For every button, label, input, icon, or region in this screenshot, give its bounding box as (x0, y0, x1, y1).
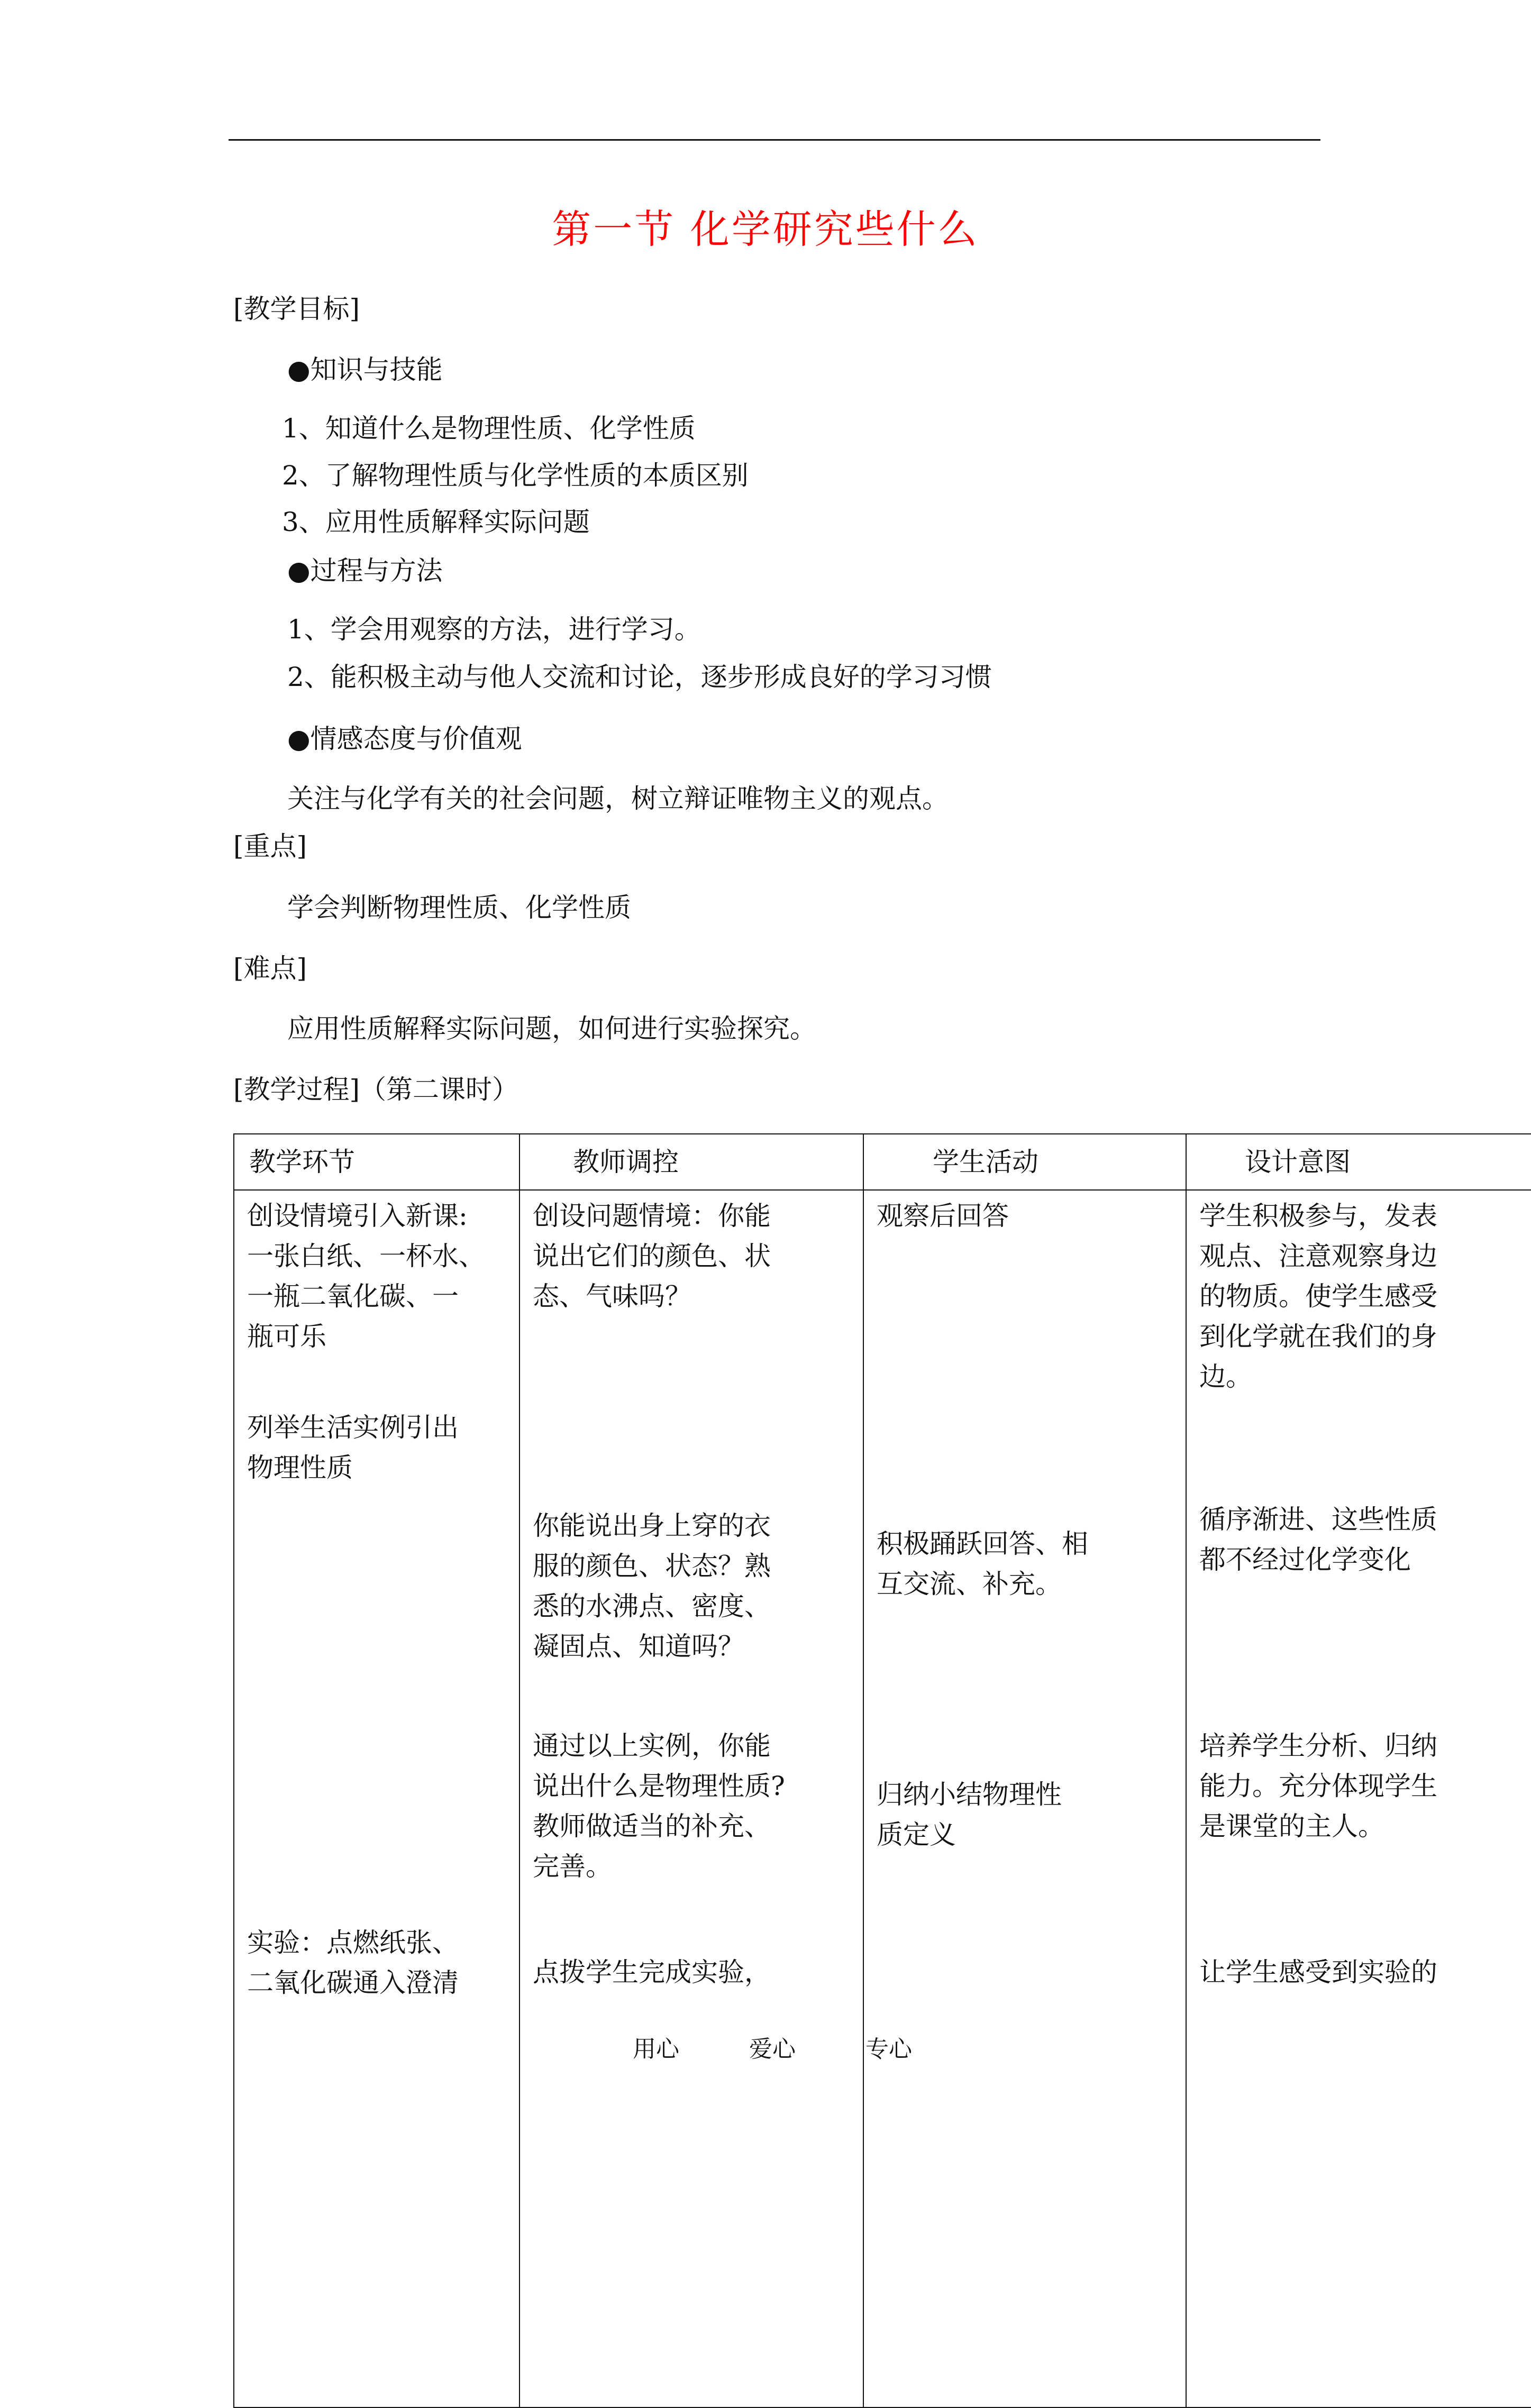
goal-item: 1、学会用观察的方法，进行学习。 (287, 614, 701, 645)
table-cell (520, 1190, 863, 2407)
cell-text-block: 学生积极参与，发表 观点、注意观察身边 的物质。使学生感受 到化学就在我们的身 边。 (1199, 1201, 1437, 1392)
goal-item: 关注与化学有关的社会问题，树立辩证唯物主义的观点。 (287, 783, 949, 814)
goals-heading: [教学目标] (233, 294, 360, 324)
footer-text: 爱心 (749, 2036, 796, 2063)
cell-text-block: 培养学生分析、归纳 能力。充分体现学生 是课堂的主人。 (1199, 1731, 1437, 1842)
key-point-heading: [重点] (233, 831, 307, 862)
table-cell (863, 1190, 1186, 2407)
cell-text-block: 实验：点燃纸张、 二氧化碳通入澄清 (247, 1927, 459, 1998)
footer-text: 专心 (865, 2036, 912, 2063)
table-row (234, 1190, 1531, 2407)
difficulty-heading: [难点] (233, 953, 307, 984)
footer-text: 用心 (633, 2036, 679, 2063)
table-cell (234, 1190, 520, 2407)
cell-text-block: 积极踊跃回答、相 互交流、补充。 (877, 1528, 1088, 1599)
header-cell: 教师调控 (520, 1134, 863, 1190)
table-cell (1186, 1190, 1531, 2407)
cell-text-block: 点拨学生完成实验， (533, 1957, 771, 1988)
cell-text-block: 创设问题情境：你能 说出它们的颜色、状 态、气味吗？ (533, 1201, 771, 1312)
cell-text-block: 你能说出身上穿的衣 服的颜色、状态？熟 悉的水沸点、密度、 凝固点、知道吗？ (533, 1510, 771, 1662)
header-cell: 设计意图 (1186, 1134, 1531, 1190)
cell-text-block: 让学生感受到实验的 (1199, 1957, 1437, 1988)
cell-text-block: 循序渐进、这些性质 都不经过化学变化 (1199, 1504, 1437, 1575)
difficulty-text: 应用性质解释实际问题，如何进行实验探究。 (287, 1013, 816, 1044)
goal-item: 2、了解物理性质与化学性质的本质区别 (282, 460, 749, 491)
header-rule (229, 139, 1320, 141)
header-cell: 教学环节 (234, 1134, 520, 1190)
page-title: 第一节 化学研究些什么 (552, 207, 979, 252)
cell-text-block: 通过以上实例，你能 说出什么是物理性质? 教师做适当的补充、 完善。 (533, 1731, 785, 1882)
goal-item: 1、知道什么是物理性质、化学性质 (282, 413, 696, 444)
teaching-process-table (233, 1133, 1531, 2408)
cell-text-block: 创设情境引入新课: 一张白纸、一杯水、 一瓶二氧化碳、一 瓶可乐 (247, 1201, 485, 1352)
goal-item: 3、应用性质解释实际问题 (282, 507, 590, 537)
cell-text-block: 列举生活实例引出 物理性质 (247, 1412, 459, 1483)
cell-text-block: 归纳小结物理性 质定义 (877, 1779, 1062, 1850)
process-method-heading: ●过程与方法 (287, 555, 443, 586)
goal-item: 2、能积极主动与他人交流和讨论，逐步形成良好的学习习惯 (287, 662, 992, 692)
cell-text-block: 观察后回答 (877, 1201, 1009, 1231)
key-point-text: 学会判断物理性质、化学性质 (287, 892, 631, 923)
header-cell: 学生活动 (863, 1134, 1186, 1190)
emotion-values-heading: ●情感态度与价值观 (287, 724, 522, 754)
teaching-process-heading: [教学过程]（第二课时） (233, 1074, 519, 1105)
knowledge-skills-heading: ●知识与技能 (287, 354, 443, 385)
table-header-row (234, 1134, 1531, 1190)
